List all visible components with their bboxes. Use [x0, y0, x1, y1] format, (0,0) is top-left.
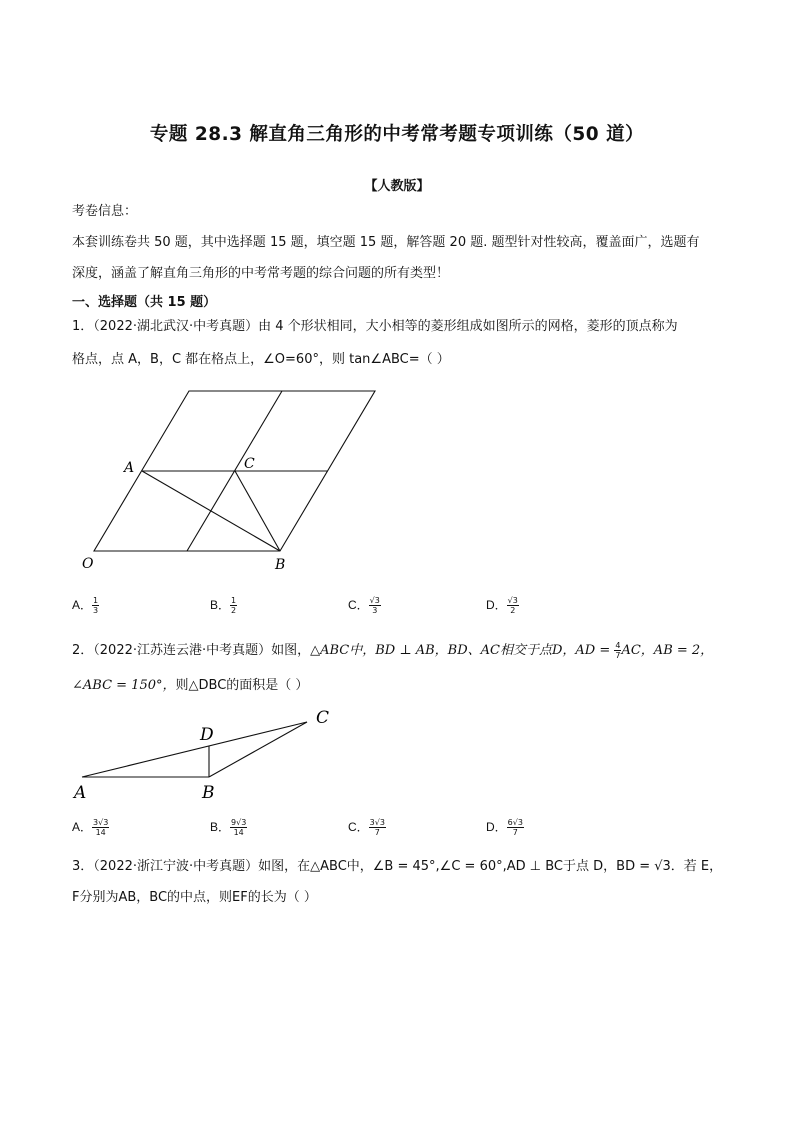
question-2-line-1: 2．（2022·江苏连云港·中考真题）如图，△ABC中，BD ⊥ AB，BD、AC相交于点D，AD = $\frac{4}{7}$ AC，AB = 2， — [72, 641, 714, 660]
segment-cb — [235, 471, 280, 551]
fraction: $\frac{3√3}{14}$ — [93, 818, 109, 837]
question-3-line-2: F分别为AB，BC的中点，则EF的长为（ ） — [72, 890, 317, 905]
label-point-c: C — [316, 708, 330, 728]
segment-bc — [209, 722, 307, 777]
label-point-a: A — [124, 460, 135, 476]
question-1-option-c[interactable]: C． $\frac{√3}{3}$ — [348, 596, 380, 615]
fraction: $\frac{√3}{3}$ — [369, 596, 380, 615]
fraction: $\frac{3√3}{7}$ — [369, 818, 385, 837]
label-point-a: A — [74, 783, 87, 803]
question-2-line-2: ∠ABC = 150°，则△DBC的面积是（ ） — [72, 678, 309, 693]
question-1-figure — [70, 380, 390, 580]
fraction: $\frac{√3}{2}$ — [507, 596, 518, 615]
label-point-b: B — [202, 783, 215, 803]
fraction: $\frac{1}{2}$ — [231, 596, 237, 615]
question-2-option-b[interactable]: B． $\frac{9√3}{14}$ — [210, 818, 247, 837]
question-2-option-c[interactable]: C． $\frac{3√3}{7}$ — [348, 818, 385, 837]
exam-info-line-1: 本套训练卷共 50 题，其中选择题 15 题，填空题 15 题，解答题 20 题. 题型针对性较高，覆盖面广，选题有 — [72, 235, 700, 250]
page-title: 专题 28.3 解直角三角形的中考常考题专项训练（50 道） — [149, 124, 645, 145]
fraction-four-sevenths: $\frac{4}{7}$ — [615, 641, 621, 660]
exam-info-label: 考卷信息： — [72, 204, 138, 219]
question-2-option-d[interactable]: D． $\frac{6√3}{7}$ — [486, 818, 523, 837]
fraction: $\frac{1}{3}$ — [93, 596, 99, 615]
question-1-option-a[interactable]: A． $\frac{1}{3}$ — [72, 596, 99, 615]
question-2-option-a[interactable]: A． $\frac{3√3}{14}$ — [72, 818, 109, 837]
edition-label: 【人教版】 — [364, 179, 430, 194]
segment-ac — [82, 722, 307, 777]
label-point-o: O — [82, 556, 94, 572]
question-2-figure — [70, 704, 340, 804]
question-3-line-1: 3．（2022·浙江宁波·中考真题）如图，在△ABC中，∠B = 45°,∠C = 60°,AD ⊥ BC于点 D，BD = √3．若 E， — [72, 859, 723, 874]
section-heading-choice: 一、选择题（共 15 题） — [72, 295, 217, 310]
question-1-option-d[interactable]: D． $\frac{√3}{2}$ — [486, 596, 518, 615]
segment-ab — [142, 471, 280, 551]
label-point-c: C — [244, 456, 255, 472]
label-point-b: B — [275, 557, 286, 573]
label-point-d: D — [200, 725, 214, 745]
question-1-option-b[interactable]: B． $\frac{1}{2}$ — [210, 596, 237, 615]
fraction: $\frac{9√3}{14}$ — [231, 818, 247, 837]
question-1-line-1: 1．（2022·湖北武汉·中考真题）由 4 个形状相同，大小相等的菱形组成如图所示的网格，菱形的顶点称为 — [72, 319, 678, 334]
exam-info-line-2: 深度，涵盖了解直角三角形的中考常考题的综合问题的所有类型！ — [72, 266, 450, 281]
question-1-line-2: 格点，点 A，B，C 都在格点上，∠O=60°，则 tan∠ABC=（ ） — [72, 352, 450, 367]
fraction: $\frac{6√3}{7}$ — [507, 818, 523, 837]
